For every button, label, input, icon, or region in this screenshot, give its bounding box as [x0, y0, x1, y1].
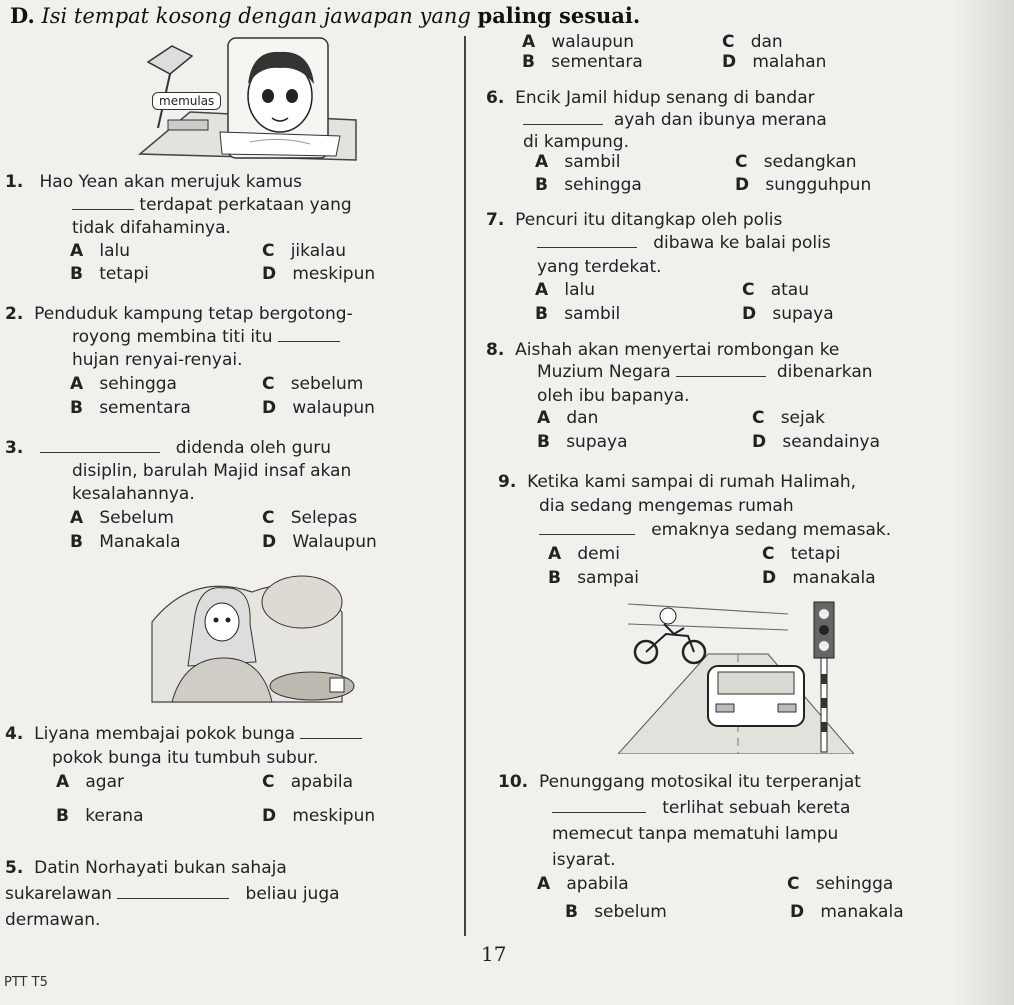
q1-line1: 1. Hao Yean akan merujuk kamus: [5, 172, 302, 192]
q10-line3: memecut tanpa mematuhi lampu: [552, 824, 839, 844]
q8-option-b[interactable]: B supaya: [537, 432, 628, 452]
q8-line1: 8. Aishah akan menyertai rombongan ke: [486, 340, 840, 360]
footer-code: PTT T5: [4, 975, 48, 990]
q5-option-c[interactable]: C dan: [722, 32, 783, 52]
q1-option-a[interactable]: A lalu: [70, 241, 131, 261]
q3-line1: 3. didenda oleh guru: [5, 438, 331, 458]
q4-option-c[interactable]: C apabila: [262, 772, 353, 792]
q10-option-d[interactable]: D manakala: [790, 902, 904, 922]
answer-blank[interactable]: [537, 233, 637, 248]
q6-option-c[interactable]: C sedangkan: [735, 152, 857, 172]
q6-line3: di kampung.: [523, 132, 629, 152]
section-heading: [10, 3, 640, 28]
q10-option-c[interactable]: C sehingga: [787, 874, 894, 894]
answer-blank[interactable]: [40, 438, 160, 453]
q5-line1: 5. Datin Norhayati bukan sahaja: [5, 858, 287, 878]
q10-line2: terlihat sebuah kereta: [552, 798, 850, 818]
q9-option-a[interactable]: A demi: [548, 544, 620, 564]
q10-option-a[interactable]: A apabila: [537, 874, 629, 894]
q8-option-c[interactable]: C sejak: [752, 408, 826, 428]
label-memulas: memulas: [152, 92, 221, 110]
answer-blank[interactable]: [300, 724, 362, 739]
answer-blank[interactable]: [552, 798, 646, 813]
q9-line3: emaknya sedang memasak.: [539, 520, 891, 540]
road-scene-illustration: [618, 594, 854, 754]
q9-option-c[interactable]: C tetapi: [762, 544, 841, 564]
q1-option-d[interactable]: D meskipun: [262, 264, 376, 284]
answer-blank[interactable]: [676, 362, 766, 377]
q5-line3: dermawan.: [5, 910, 101, 930]
q6-option-a[interactable]: A sambil: [535, 152, 621, 172]
q4-line2: pokok bunga itu tumbuh subur.: [52, 748, 319, 768]
q2-option-c[interactable]: C sebelum: [262, 374, 364, 394]
q3-option-c[interactable]: C Selepas: [262, 508, 358, 528]
answer-blank[interactable]: [72, 195, 134, 210]
q6-line1: 6. Encik Jamil hidup senang di bandar: [486, 88, 815, 108]
q7-line2: dibawa ke balai polis: [537, 233, 831, 253]
q7-option-b[interactable]: B sambil: [535, 304, 621, 324]
q3-line3: kesalahannya.: [72, 484, 195, 504]
section-instruction: Isi tempat kosong dengan jawapan yang: [41, 4, 471, 28]
q7-line1: 7. Pencuri itu ditangkap oleh polis: [486, 210, 783, 230]
q3-option-b[interactable]: B Manakala: [70, 532, 181, 552]
answer-blank[interactable]: [278, 327, 340, 342]
q5-option-b[interactable]: B sementara: [522, 52, 643, 72]
q5-option-a[interactable]: A walaupun: [522, 32, 634, 52]
q10-line1: 10. Penunggang motosikal itu terperanjat: [498, 772, 861, 792]
q9-line1: 9. Ketika kami sampai di rumah Halimah,: [498, 472, 857, 492]
q7-line3: yang terdekat.: [537, 257, 662, 277]
q9-line2: dia sedang mengemas rumah: [539, 496, 794, 516]
answer-blank[interactable]: [523, 110, 603, 125]
q4-option-a[interactable]: A agar: [56, 772, 125, 792]
q6-option-d[interactable]: D sungguhpun: [735, 175, 872, 195]
section-emphasis: paling sesuai.: [477, 3, 641, 28]
girl-gardening-illustration: [132, 562, 360, 708]
q3-option-d[interactable]: D Walaupun: [262, 532, 377, 552]
q10-line4: isyarat.: [552, 850, 616, 870]
q5-line2: sukarelawan beliau juga: [5, 884, 340, 904]
q1-line3: tidak difahaminya.: [72, 218, 231, 238]
q7-option-d[interactable]: D supaya: [742, 304, 834, 324]
answer-blank[interactable]: [117, 884, 229, 899]
q8-line3: oleh ibu bapanya.: [537, 386, 690, 406]
q2-option-b[interactable]: B sementara: [70, 398, 191, 418]
q2-line2: royong membina titi itu: [72, 327, 340, 347]
page-edge-shadow: [954, 0, 1014, 1005]
q2-line3: hujan renyai-renyai.: [72, 350, 243, 370]
q4-option-b[interactable]: B kerana: [56, 806, 144, 826]
q4-line1: 4. Liyana membajai pokok bunga: [5, 724, 362, 744]
section-letter: D.: [10, 3, 35, 28]
q7-option-a[interactable]: A lalu: [535, 280, 596, 300]
q1-option-b[interactable]: B tetapi: [70, 264, 149, 284]
q2-option-a[interactable]: A sehingga: [70, 374, 177, 394]
q8-option-a[interactable]: A dan: [537, 408, 599, 428]
q6-line2: ayah dan ibunya merana: [523, 110, 827, 130]
q5-option-d[interactable]: D malahan: [722, 52, 827, 72]
q4-option-d[interactable]: D meskipun: [262, 806, 376, 826]
page-number: 17: [481, 942, 507, 966]
answer-blank[interactable]: [539, 520, 635, 535]
q3-line2: disiplin, barulah Majid insaf akan: [72, 461, 352, 481]
q3-option-a[interactable]: A Sebelum: [70, 508, 174, 528]
q8-line2: Muzium Negara dibenarkan: [537, 362, 873, 382]
q7-option-c[interactable]: C atau: [742, 280, 809, 300]
q2-option-d[interactable]: D walaupun: [262, 398, 375, 418]
q9-option-d[interactable]: D manakala: [762, 568, 876, 588]
q2-line1: 2. Penduduk kampung tetap bergotong-: [5, 304, 353, 324]
q8-option-d[interactable]: D seandainya: [752, 432, 881, 452]
q6-option-b[interactable]: B sehingga: [535, 175, 642, 195]
q1-option-c[interactable]: C jikalau: [262, 241, 347, 261]
q1-line2: terdapat perkataan yang: [72, 195, 352, 215]
column-divider: [464, 36, 466, 936]
q9-option-b[interactable]: B sampai: [548, 568, 639, 588]
q10-option-b[interactable]: B sebelum: [565, 902, 667, 922]
